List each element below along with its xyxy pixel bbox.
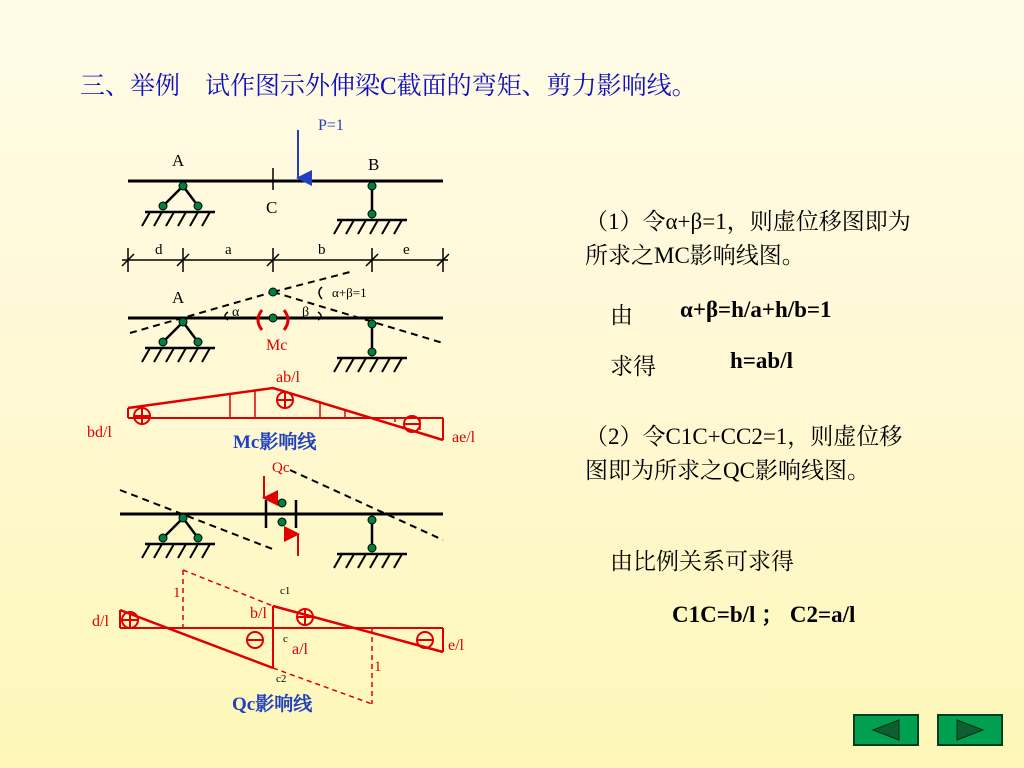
support-b-label: B bbox=[368, 155, 380, 174]
beam-2 bbox=[128, 272, 443, 372]
mc-moment-label: Mc bbox=[266, 337, 288, 354]
c-label: c bbox=[283, 633, 288, 645]
equation-1: α+β=h/a+h/b=1 bbox=[680, 297, 832, 322]
load-label: P=1 bbox=[318, 117, 344, 134]
support-a-label-2: A bbox=[172, 288, 185, 307]
next-slide-button[interactable] bbox=[937, 714, 1003, 746]
page-title: 三、举例 试作图示外伸梁C截面的弯矩、剪力影响线。 bbox=[80, 73, 697, 100]
one-right-label: 1 bbox=[374, 659, 382, 675]
beta-label: β bbox=[302, 305, 310, 320]
dim-d-label: d bbox=[155, 242, 163, 258]
one-left-label: 1 bbox=[173, 585, 181, 601]
support-a-label: A bbox=[172, 151, 185, 170]
triangle-right-icon bbox=[939, 716, 1001, 744]
c2-label: c2 bbox=[276, 673, 287, 685]
qc-shear-label: Qc bbox=[272, 460, 290, 476]
qc-influence-title: Qc影响线 bbox=[232, 694, 313, 715]
e-l-label: e/l bbox=[448, 637, 464, 654]
section-c-label: C bbox=[266, 198, 278, 217]
dimension-line bbox=[122, 248, 449, 272]
equation-2: h=ab/l bbox=[730, 348, 793, 373]
ab-l-label: ab/l bbox=[276, 369, 300, 386]
triangle-left-icon bbox=[855, 716, 917, 744]
step-2-text: （2）令C1C+CC2=1，则虚位移图即为所求之QC影响线图。 bbox=[585, 424, 903, 483]
bd-l-label: bd/l bbox=[87, 424, 112, 441]
dim-e-label: e bbox=[403, 242, 410, 258]
from-label: 由 bbox=[610, 303, 633, 328]
a-l-label: a/l bbox=[292, 641, 308, 658]
equation-3: C1C=b/l ； C2=a/l bbox=[672, 602, 856, 627]
dim-a-label: a bbox=[225, 242, 232, 258]
d-l-label: d/l bbox=[92, 613, 109, 630]
dim-b-label: b bbox=[318, 242, 326, 258]
beam-3 bbox=[120, 470, 443, 568]
b-l-label: b/l bbox=[250, 605, 267, 622]
previous-slide-button[interactable] bbox=[853, 714, 919, 746]
ratio-text: 由比例关系可求得 bbox=[610, 549, 794, 574]
alpha-label: α bbox=[232, 305, 240, 320]
beam-1 bbox=[128, 130, 443, 234]
alpha-beta-label: α+β=1 bbox=[332, 285, 367, 300]
mc-influence-title: Mc影响线 bbox=[233, 432, 317, 453]
ae-l-label: ae/l bbox=[452, 429, 476, 446]
step-1-text: （1）令α+β=1，则虚位移图即为所求之MC影响线图。 bbox=[585, 209, 911, 268]
c1-label: c1 bbox=[280, 585, 291, 597]
solve-label: 求得 bbox=[610, 354, 656, 379]
